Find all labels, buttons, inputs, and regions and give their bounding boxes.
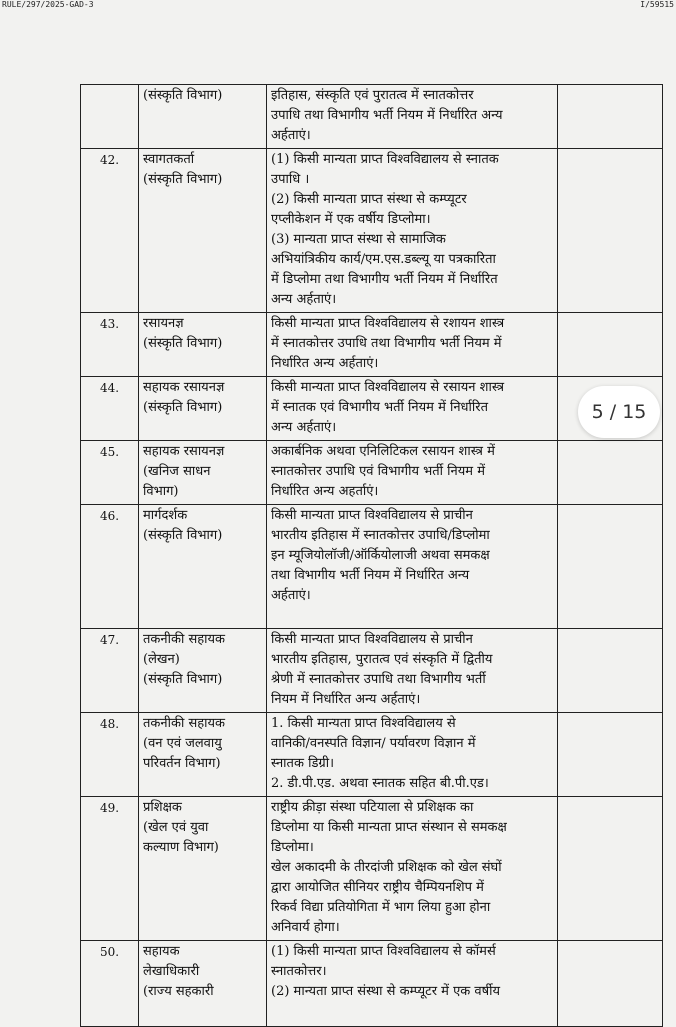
qualification-cell [267,377,558,441]
qualification-cell [267,713,558,797]
qualification-line: इतिहास, संस्कृति एवं पुरातत्व में स्नातकोत्तर [271,88,474,103]
post-name-line: कल्याण विभाग) [143,840,219,855]
remarks-cell [558,941,663,1027]
document-number: I/59515 [640,0,674,9]
qualification-line: (2) किसी मान्यता प्राप्त संस्था से कम्प्यूटर [271,192,467,207]
post-name-line: (खेल एवं युवा [143,820,209,835]
table-row [81,713,663,797]
post-name-line: मार्गदर्शक [143,508,188,523]
qualification-line: डिप्लोमा। [271,840,314,855]
qualification-line: अनिवार्य होगा। [271,920,340,935]
table-row [81,377,663,441]
post-name-cell [139,377,267,441]
qualification-line: (2) मान्यता प्राप्त संस्था से कम्प्यूटर में एक वर्षीय [271,984,501,999]
qualification-line: रिकर्व विद्या प्रतियोगिता में भाग लिया हुआ होना [271,900,491,915]
table-row [81,629,663,713]
serial-number-cell [81,85,139,149]
qualification-line: अकार्बनिक अथवा एनिलिटिकल रसायन शास्त्र में [271,444,495,459]
page-indicator[interactable]: 5 / 15 [578,386,660,438]
post-name-cell [139,797,267,941]
table-row [81,441,663,505]
qualification-line: (1) किसी मान्यता प्राप्त विश्वविद्यालय से कॉमर्स [271,944,496,959]
qualification-line: स्नातकोत्तर उपाधि एवं विभागीय भर्ती नियम में [271,464,485,479]
qualification-line: राष्ट्रीय क्रीड़ा संस्था पटियाला से प्रशिक्षक का [271,800,474,815]
qualification-line: खेल अकादमी के तीरदांजी प्रशिक्षक को खेल संघों [271,860,502,875]
table-row [81,941,663,1027]
post-name-line: विभाग) [143,484,179,499]
qualification-cell [267,85,558,149]
qualification-cell [267,149,558,313]
post-name-line: तकनीकी सहायक [143,632,226,647]
qualification-line [271,606,553,626]
post-name-cell [139,149,267,313]
qualification-line: किसी मान्यता प्राप्त विश्वविद्यालय से प्राचीन [271,632,473,647]
qualification-line: स्नातकोत्तर। [271,964,327,979]
rule-reference: RULE/297/2025-GAD-3 [2,0,94,9]
serial-number-cell: 49. [81,797,139,941]
post-name-line: (लेखन) [143,652,180,667]
serial-number-cell: 43. [81,313,139,377]
post-name-line: तकनीकी सहायक [143,716,226,731]
qualification-line: में स्नातकोत्तर उपाधि तथा विभागीय भर्ती नियम में [271,336,502,351]
remarks-cell [558,85,663,149]
table-row [81,505,663,629]
post-name-cell [139,313,267,377]
post-name-line: लेखाधिकारी [143,964,200,979]
remarks-cell [558,313,663,377]
post-name-line: रसायनज्ञ [143,316,184,331]
qualification-line: 1. किसी मान्यता प्राप्त विश्वविद्यालय से [271,716,456,731]
remarks-cell [558,629,663,713]
post-name-line: (संस्कृति विभाग) [143,400,223,415]
qualification-line: अन्य अर्हताएं। [271,420,337,435]
post-name-line: सहायक [143,944,180,959]
post-name-line: सहायक रसायनज्ञ [143,380,225,395]
post-name-cell [139,441,267,505]
qualification-line: डिप्लोमा या किसी मान्यता प्राप्त संस्थान से समकक्ष [271,820,507,835]
qualification-cell [267,313,558,377]
serial-number-cell: 47. [81,629,139,713]
post-name-line: (संस्कृति विभाग) [143,528,223,543]
qualification-cell [267,505,558,629]
serial-number-cell: 45. [81,441,139,505]
post-name-line: सहायक रसायनज्ञ [143,444,225,459]
serial-number-cell: 42. [81,149,139,313]
qualification-line: भारतीय इतिहास में स्नातकोत्तर उपाधि/डिप्लोमा [271,528,490,543]
qualification-line: किसी मान्यता प्राप्त विश्वविद्यालय से रशायन शास्त्र [271,316,505,331]
qualification-line: नियम में निर्धारित अन्य अर्हताएं। [271,692,421,707]
qualification-line: 2. डी.पी.एड. अथवा स्नातक सहित बी.पी.एड। [271,776,489,791]
table-row [81,313,663,377]
post-name-cell [139,941,267,1027]
remarks-cell [558,505,663,629]
post-name-cell [139,85,267,149]
qualification-line: किसी मान्यता प्राप्त विश्वविद्यालय से प्राचीन [271,508,473,523]
post-name-line: परिवर्तन विभाग) [143,756,221,771]
qualification-line: किसी मान्यता प्राप्त विश्वविद्यालय से रसायन शास्त्र [271,380,505,395]
post-name-line: स्वागतकर्ता [143,152,195,167]
qualification-line: श्रेणी में स्नातकोत्तर उपाधि तथा विभागीय भर्ती [271,672,486,687]
post-name-line: (संस्कृति विभाग) [143,172,223,187]
file-reference-bar [0,0,676,12]
qualification-line: तथा विभागीय भर्ती नियम में निर्धारित अन्य [271,568,470,583]
qualification-line: वानिकी/वनस्पति विज्ञान/ पर्यावरण विज्ञान में [271,736,476,751]
post-name-line: प्रशिक्षक [143,800,182,815]
qualification-cell [267,941,558,1027]
qualification-line: इन म्यूजियोलॉजी/ऑर्कियोलाजी अथवा समकक्ष [271,548,490,563]
qualification-line: स्नातक डिग्री। [271,756,335,771]
serial-number-cell: 46. [81,505,139,629]
post-name-line: (संस्कृति विभाग) [143,88,223,103]
serial-number-cell: 44. [81,377,139,441]
serial-number-cell: 48. [81,713,139,797]
qualification-line: अन्य अर्हताएं। [271,292,337,307]
qualification-cell [267,629,558,713]
post-name-cell [139,629,267,713]
qualification-cell [267,797,558,941]
table-row [81,797,663,941]
post-name-line: (राज्य सहकारी [143,984,214,999]
remarks-cell [558,797,663,941]
qualification-line: (1) किसी मान्यता प्राप्त विश्वविद्यालय से स्नातक [271,152,499,167]
remarks-cell [558,713,663,797]
qualification-line: अर्हताएं। [271,588,311,603]
qualification-line: अभियांत्रिकीय कार्य/एम.एस.डब्ल्यू या पत्रकारिता [271,252,496,267]
post-name-cell [139,713,267,797]
remarks-cell [558,441,663,505]
qualification-line: (3) मान्यता प्राप्त संस्था से सामाजिक [271,232,446,247]
table-row [81,85,663,149]
qualification-line: उपाधि । [271,172,310,187]
post-name-line: (संस्कृति विभाग) [143,336,223,351]
qualification-table [80,84,663,1027]
qualification-line: में स्नातक एवं विभागीय भर्ती नियम में निर्धारित [271,400,489,415]
serial-number-cell: 50. [81,941,139,1027]
post-name-line: (वन एवं जलवायु [143,736,222,751]
remarks-cell [558,149,663,313]
post-name-line: (खनिज साधन [143,464,211,479]
post-name-line: (संस्कृति विभाग) [143,672,223,687]
qualification-line: निर्धारित अन्य अर्हताएं। [271,356,379,371]
qualification-line: में डिप्लोमा तथा विभागीय भर्ती नियम में निर्धारित [271,272,498,287]
qualification-line: अर्हताएं। [271,128,311,143]
qualification-line: एप्लीकेशन में एक वर्षीय डिप्लोमा। [271,212,431,227]
qualification-cell [267,441,558,505]
qualification-line: द्वारा आयोजित सीनियर राष्ट्रीय चैम्पियनशिप में [271,880,484,895]
table-row [81,149,663,313]
qualification-line: भारतीय इतिहास, पुरातत्व एवं संस्कृति में द्वितीय [271,652,493,667]
qualification-line: निर्धारित अन्य अहर्ताएं। [271,484,379,499]
qualification-line: उपाधि तथा विभागीय भर्ती नियम में निर्धारित अन्य [271,108,503,123]
post-name-cell [139,505,267,629]
